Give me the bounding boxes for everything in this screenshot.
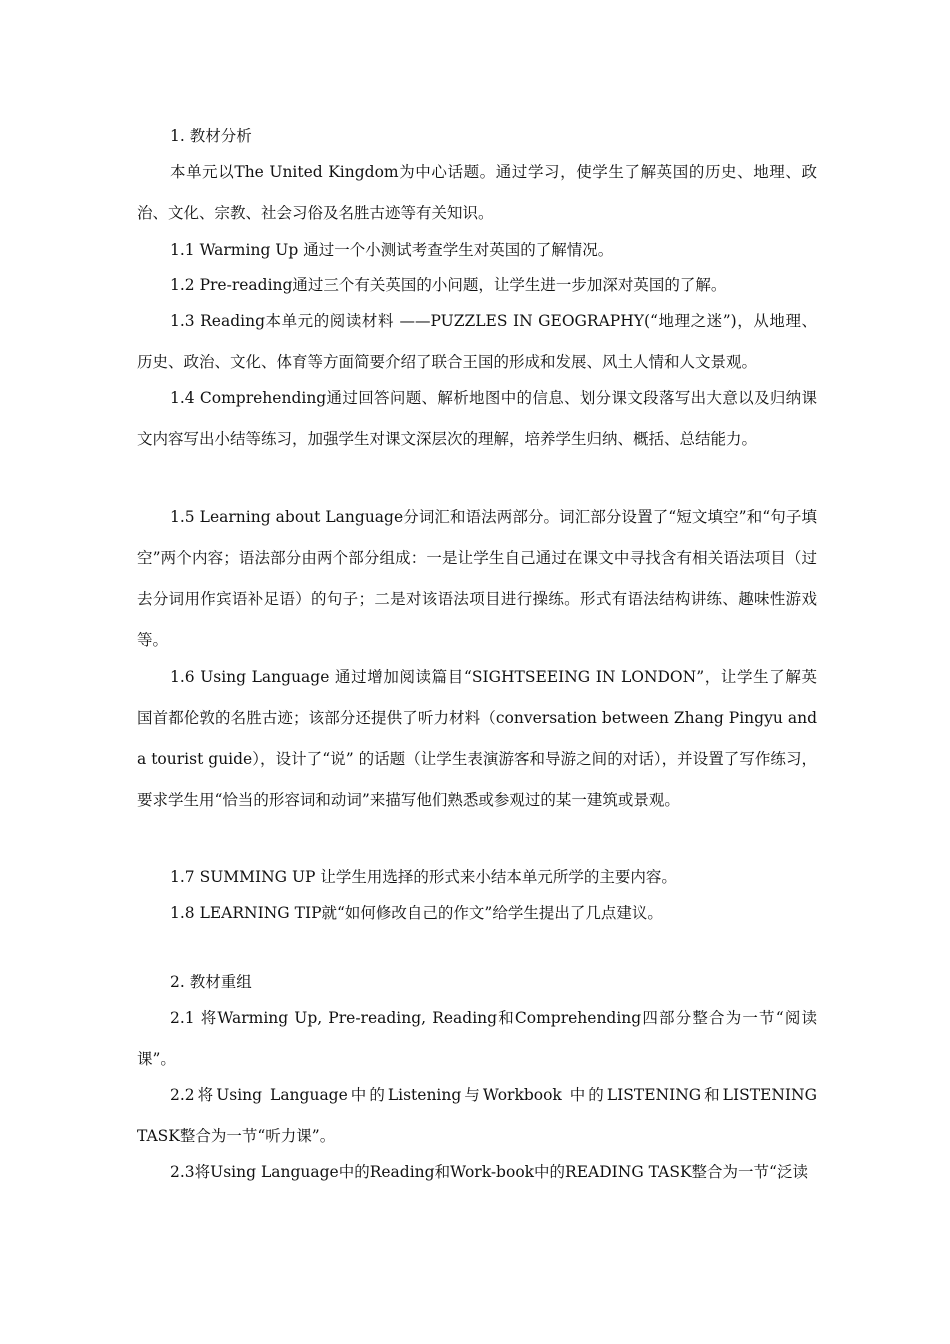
item-1-6: 1.6 Using Language 通过增加阅读篇目“SIGHTSEEING IN LONDON”，让学生了解英国首都伦敦的名胜古迹；该部分还提供了听力材料（conversation between Zhang Pingyu and a tourist guide），设计了“说” 的话题（让学生表演游客和导游之间的对话），并设置了写作练习，要求学生用“恰当的形容词和动词”来描写他们熟悉或参观过的某一建筑或景观。 <box>137 668 817 809</box>
item-1-4: 1.4 Comprehending通过回答问题、解析地图中的信息、划分课文段落写出大意以及归纳课文内容写出小结等练习，加强学生对课文深层次的理解，培养学生归纳、概括、总结能力。 <box>137 389 817 448</box>
item-1-1: 1.1 Warming Up 通过一个小测试考查学生对英国的了解情况。 <box>170 241 614 259</box>
item-1-5: 1.5 Learning about Language分词汇和语法两部分。词汇部分设置了“短文填空”和“句子填空”两个内容；语法部分由两个部分组成：一是让学生自己通过在课文中寻找含有相关语法项目（过去分词用作宾语补足语）的句子；二是对该语法项目进行操练。形式有语法结构讲练、趣味性游戏等。 <box>137 508 817 649</box>
item-1-2: 1.2 Pre-reading通过三个有关英国的小问题，让学生进一步加深对英国的了解。 <box>170 276 727 294</box>
item-2-3: 2.3将Using Language中的Reading和Work-book中的READING TASK整合为一节“泛读 <box>170 1163 808 1181</box>
section-1-heading: 1. 教材分析 <box>170 127 252 145</box>
item-1-7: 1.7 SUMMING UP 让学生用选择的形式来小结本单元所学的主要内容。 <box>170 868 677 886</box>
item-2-1: 2.1 将Warming Up, Pre-reading, Reading和Comprehending四部分整合为一节“阅读课”。 <box>137 1009 817 1068</box>
item-1-8: 1.8 LEARNING TIP就“如何修改自己的作文”给学生提出了几点建议。 <box>170 904 663 922</box>
item-1-3: 1.3 Reading本单元的阅读材料 ——PUZZLES IN GEOGRAPHY(“地理之迷”)，从地理、历史、政治、文化、体育等方面简要介绍了联合王国的形成和发展、风土人情和人文景观。 <box>137 312 817 371</box>
section-1-intro: 本单元以The United Kingdom为中心话题。通过学习，使学生了解英国的历史、地理、政治、文化、宗教、社会习俗及名胜古迹等有关知识。 <box>137 163 817 222</box>
section-2-heading: 2. 教材重组 <box>170 973 252 991</box>
item-2-2: 2.2将Using Language中的Listening与Workbook 中的LISTENING和LISTENING TASK整合为一节“听力课”。 <box>137 1086 817 1145</box>
